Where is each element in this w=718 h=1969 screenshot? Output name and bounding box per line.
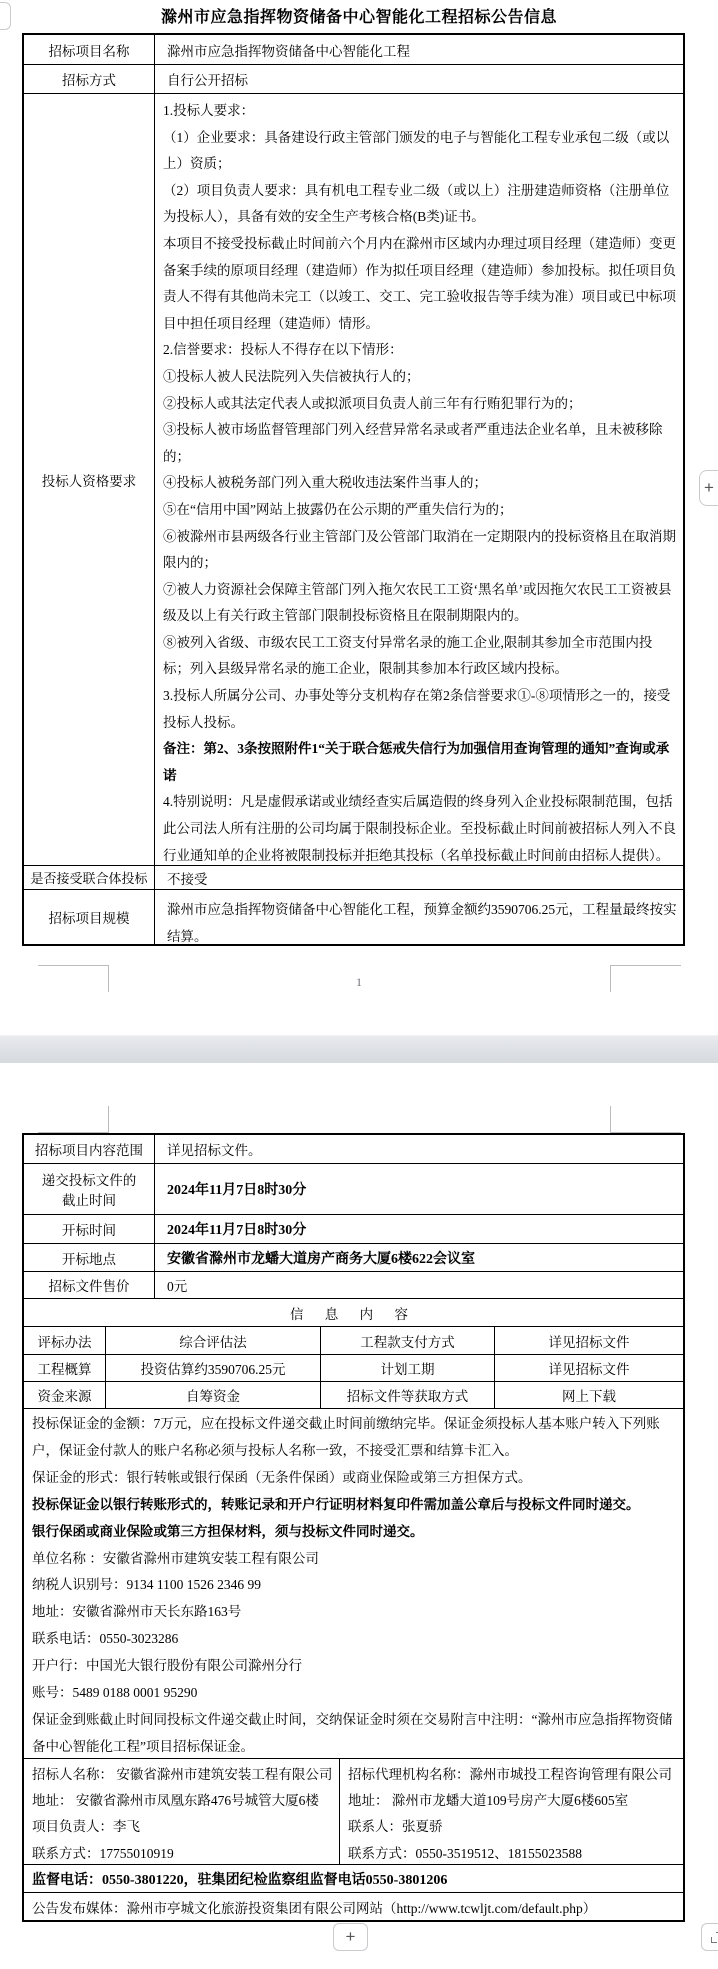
fullscreen-button-partial[interactable]: [701, 1923, 718, 1951]
zoom-in-button[interactable]: [333, 1923, 368, 1951]
text-line: （2）项目负责人要求：具有机电工程专业二级（或以上）注册建造师资格（注册单位为投标人），具备有效的安全生产考核合格(B类)证书。: [163, 182, 670, 225]
text-line: 地址： 安徽省滁州市凤凰东路476号城管大厦6楼: [32, 1793, 319, 1809]
table-row: [24, 866, 683, 890]
project-scale-value: 滁州市应急指挥物资储备中心智能化工程，预算金额约3590706.25元，工程量最终按实结算。: [167, 902, 677, 944]
info-content-header: 信 息 内 容: [289, 1306, 418, 1322]
info-value: 详见招标文件: [548, 1334, 630, 1350]
text-line: 项目负责人：李飞: [32, 1819, 140, 1835]
text-line: 本项目不接受投标截止时间前六个月内在滁州市区域内办理过项目经理（建造师）变更备案手续的原项目经理（建造师）作为拟任项目经理（建造师）参加投标。拟任项目负责人不得有其他尚未完工（以竣工、交工、完工验收报告等手续为准）项目或已中标项目中担任项目经理（建造师）情形。: [163, 235, 676, 331]
row-label: 是否接受联合体投标: [24, 866, 155, 889]
info-value: 详见招标文件: [548, 1362, 630, 1377]
row-label: 招标文件售价: [24, 1272, 155, 1298]
text-line: 1.投标人要求：: [163, 103, 255, 118]
row-label: 投标人资格要求: [24, 94, 155, 865]
text-line: ⑥被滁州市县两级各行业主管部门及公管部门取消在一定期限内的投标资格且在取消期限内的；: [163, 528, 676, 571]
text-line: 保证金到账截止时间同投标文件递交截止时间，交纳保证金时须在交易附言中注明：“滁州市应急指挥物资储备中心智能化工程”项目招标保证金。: [32, 1711, 673, 1754]
text-line: 开户行：中国光大银行股份有限公司滁州分行: [32, 1658, 302, 1674]
info-value: 网上下载: [562, 1389, 616, 1404]
submission-deadline-value: 2024年11月7日8时30分: [167, 1183, 307, 1198]
text-line: ①投标人被人民法院列入失信被执行人的；: [163, 368, 420, 384]
table-row: [24, 1355, 683, 1382]
table-row: [24, 1215, 683, 1244]
page-separator-band: [0, 1035, 718, 1063]
text-line: ⑤在“信用中国”网站上披露仍在公示期的严重失信行为的；: [163, 501, 513, 517]
info-label: 工程概算: [24, 1355, 106, 1381]
text-line: （1）企业要求：具备建设行政主管部门颁发的电子与智能化工程专业承包二级（或以上）资质；: [163, 129, 670, 172]
text-line: 联系电话：0550-3023286: [32, 1631, 179, 1647]
row-label: 开标地点: [24, 1244, 155, 1271]
table-row: [24, 1327, 683, 1355]
table-row: [24, 94, 683, 866]
info-label: 评标办法: [24, 1327, 106, 1354]
table-row: [24, 35, 683, 65]
table-row: [24, 890, 683, 944]
table-row: [24, 1382, 683, 1409]
row-label: 招标项目规模: [24, 890, 155, 944]
row-label: 招标项目内容范围: [24, 1135, 155, 1163]
text-line: 联系方式：0550-3519512、18155023588: [348, 1845, 582, 1861]
text-line: 递交投标文件的: [41, 1173, 137, 1188]
text-line: 地址：安徽省滁州市天长东路163号: [32, 1604, 242, 1620]
opening-place-value: 安徽省滁州市龙蟠大道房产商务大厦6楼622会议室: [167, 1251, 475, 1267]
text-line: 地址： 滁州市龙蟠大道109号房产大厦6楼605室: [348, 1793, 629, 1809]
text-line: 纳税人识别号：9134 1100 1526 2346 99: [32, 1577, 261, 1593]
text-line: ⑦被人力资源社会保障主管部门列入拖欠农民工工资‘黑名单’或因拖欠农民工工资被县级及以上有关行政主管部门限制投标资格且在限制期限内的。: [163, 581, 672, 624]
text-line: ⑧被列入省级、市级农民工工资支付异常名录的施工企业,限制其参加全市范围内投标；列入县级异常名录的施工企业，限制其参加本行政区域内投标。: [163, 634, 653, 677]
text-line: ④投标人被税务部门列入重大税收违法案件当事人的；: [163, 475, 487, 491]
plus-icon: +: [345, 1927, 356, 1946]
info-value: 投资估算约3590706.25元: [106, 1355, 321, 1381]
opening-time-value: 2024年11月7日8时30分: [167, 1223, 307, 1238]
doc-price-value: 0元: [167, 1279, 188, 1294]
text-line: 联系方式：17755010919: [32, 1845, 174, 1861]
table-row: [24, 1893, 683, 1920]
zoom-in-button-partial[interactable]: [699, 470, 718, 506]
text-line: 招标人名称： 安徽省滁州市建筑安装工程有限公司: [32, 1767, 333, 1782]
info-value: 自筹资金: [106, 1382, 321, 1408]
text-line: 备注：第2、3条按照附件1“关于联合惩戒失信行为加强信用查询管理的通知”查询或承诺: [163, 741, 670, 783]
text-line: 银行保函或商业保险或第三方担保材料，须与投标文件同时递交。: [32, 1523, 424, 1539]
text-line: 保证金的形式：银行转帐或银行保函（无条件保函）或商业保险或第三方担保方式。: [32, 1469, 532, 1485]
plus-icon: +: [704, 478, 714, 497]
table-row: [24, 1244, 683, 1272]
text-line: 2.信誉要求：投标人不得存在以下情形：: [163, 342, 403, 358]
text-line: 联系人：张夏骄: [348, 1819, 443, 1835]
text-line: ③投标人被市场监督管理部门列入经营异常名录或者严重违法企业名单，且未被移除的；: [163, 422, 663, 464]
text-line: 4.特别说明：凡是虚假承诺或业绩经查实后属造假的终身列入企业投标限制范围，包括此公司法人所有注册的公司均属于限制投标企业。至投标截止时间前被招标人列入不良行业通知单的企业将被限制投标并拒绝其投标（名单投标截止时间前由招标人提供）。: [163, 794, 676, 863]
text-line: 投标保证金以银行转账形式的，转账记录和开户行证明材料复印件需加盖公章后与投标文件同时递交。: [32, 1496, 640, 1512]
qualification-requirements-text: [155, 94, 683, 865]
info-label: 招标文件等获取方式: [321, 1382, 495, 1408]
scope-value: 详见招标文件。: [167, 1143, 262, 1158]
supervision-phone-row: 监督电话：0550-3801220，驻集团纪检监察组监督电话0550-3801206: [32, 1872, 448, 1888]
consortium-value: 不接受: [167, 871, 208, 887]
text-line: 账号：5489 0188 0001 95290: [32, 1685, 198, 1701]
text-line: 单位名称 ：安徽省滁州市建筑安装工程有限公司: [32, 1550, 319, 1566]
text-line: ②投标人或其法定代表人或拟派项目负责人前三年有行贿犯罪行为的；: [163, 395, 582, 411]
table-row: [24, 65, 683, 94]
page2-top-right-margin-mark: [610, 1106, 681, 1133]
page1-table: [22, 33, 685, 946]
page2-top-left-margin-mark: [38, 1106, 109, 1133]
info-label: 工程款支付方式: [321, 1327, 495, 1354]
expand-icon: [711, 1932, 718, 1943]
row-label: 招标项目名称: [24, 35, 155, 64]
table-row: [24, 1299, 683, 1327]
row-label: [24, 1164, 155, 1214]
table-row: [24, 1409, 683, 1759]
agency-contact-block: [340, 1759, 683, 1864]
table-row: [24, 1164, 683, 1215]
text-line: 3.投标人所属分公司、办事处等分支机构存在第2条信誉要求①-⑧项情形之一的，接受投标人投标。: [163, 688, 671, 730]
text-line: 招标代理机构名称：滁州市城投工程咨询管理有限公司: [348, 1767, 672, 1782]
row-label: 招标方式: [24, 65, 155, 93]
info-label: 资金来源: [24, 1382, 106, 1408]
table-row: [24, 1272, 683, 1299]
deposit-notice-text: [24, 1409, 683, 1758]
bid-method-value: 自行公开招标: [167, 73, 248, 88]
table-row: [24, 1759, 683, 1865]
table-row: [24, 1865, 683, 1893]
bidder-contact-block: [24, 1759, 340, 1864]
info-value: 综合评估法: [106, 1327, 321, 1354]
text-line: 投标保证金的金额：7万元，应在投标文件递交截止时间前缴纳完毕。保证金须投标人基本账户转入下列账户，保证金付款人的账户名称必须与投标人名称一致，不接受汇票和结算卡汇入。: [32, 1416, 660, 1458]
page2-table: [22, 1133, 685, 1922]
table-row: [24, 1135, 683, 1164]
project-name-value: 滁州市应急指挥物资储备中心智能化工程: [167, 43, 410, 59]
info-label: 计划工期: [321, 1355, 495, 1381]
announcement-media-row: 公告发布媒体：滁州市亭城文化旅游投资集团有限公司网站（http://www.tcwljt.com/default.php）: [32, 1900, 597, 1916]
page-title: 滁州市应急指挥物资储备中心智能化工程招标公告信息: [160, 9, 557, 26]
page-number: 1: [356, 975, 362, 989]
row-label: 开标时间: [24, 1215, 155, 1243]
text-line: 截止时间: [62, 1193, 116, 1208]
